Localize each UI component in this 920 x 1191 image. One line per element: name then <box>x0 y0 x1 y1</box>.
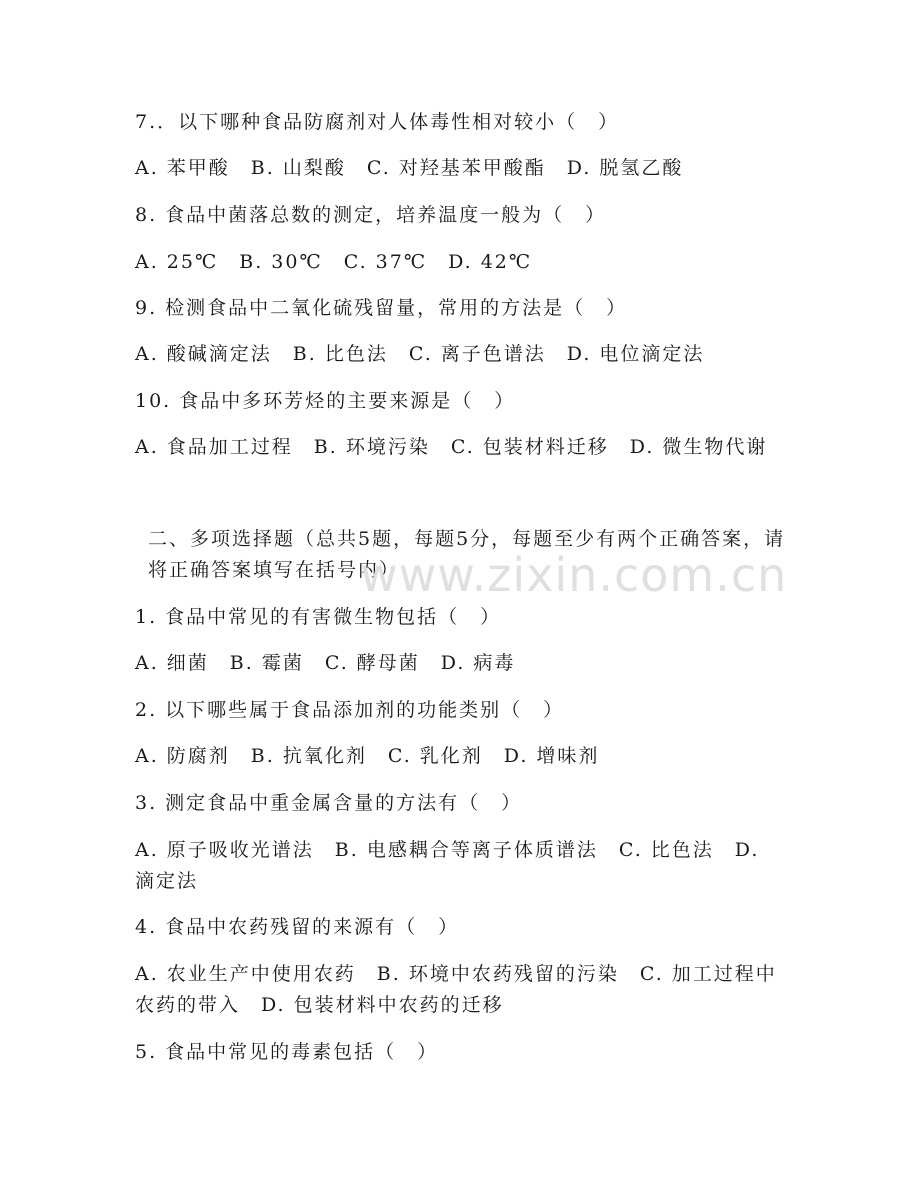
multi-question-3: 3. 测定食品中重金属含量的方法有（ ） <box>135 792 523 814</box>
question-9-options: A. 酸碱滴定法 B. 比色法 C. 离子色谱法 D. 电位滴定法 <box>135 343 705 365</box>
multi-question-1-options: A. 细菌 B. 霉菌 C. 酵母菌 D. 病毒 <box>135 652 516 674</box>
multi-question-2-options: A. 防腐剂 B. 抗氧化剂 C. 乳化剂 D. 增味剂 <box>135 745 600 767</box>
question-10: 10. 食品中多环芳烃的主要来源是（ ） <box>135 390 516 412</box>
question-7: 7.．以下哪种食品防腐剂对人体毒性相对较小（ ） <box>135 111 620 133</box>
multi-question-4-options: A. 农业生产中使用农药 B. 环境中农药残留的污染 C. 加工过程中农药的带入 D. 包装材料中农药的迁移 <box>135 963 777 1016</box>
question-8: 8. 食品中菌落总数的测定，培养温度一般为（ ） <box>135 204 607 226</box>
question-7-options: A. 苯甲酸 B. 山梨酸 C. 对羟基苯甲酸酯 D. 脱氢乙酸 <box>135 157 684 179</box>
question-9: 9. 检测食品中二氧化硫残留量，常用的方法是（ ） <box>135 297 628 319</box>
watermark-text: www.zixin.com.cn <box>360 548 788 602</box>
section-heading: 二、多项选择题（总共5题，每题5分，每题至少有两个正确答案，请将正确答案填写在括号内） <box>148 528 786 581</box>
question-8-options: A. 25℃ B. 30℃ C. 37℃ D. 42℃ <box>135 251 533 273</box>
multi-question-5: 5. 食品中常见的毒素包括（ ） <box>135 1041 439 1063</box>
question-10-options: A. 食品加工过程 B. 环境污染 C. 包装材料迁移 D. 微生物代谢 <box>135 436 768 458</box>
multi-question-3-options: A. 原子吸收光谱法 B. 电感耦合等离子体质谱法 C. 比色法 D. 滴定法 <box>135 839 760 892</box>
multi-question-1: 1. 食品中常见的有害微生物包括（ ） <box>135 606 502 628</box>
multi-question-4: 4. 食品中农药残留的来源有（ ） <box>135 916 460 938</box>
multi-question-2: 2. 以下哪些属于食品添加剂的功能类别（ ） <box>135 699 565 721</box>
